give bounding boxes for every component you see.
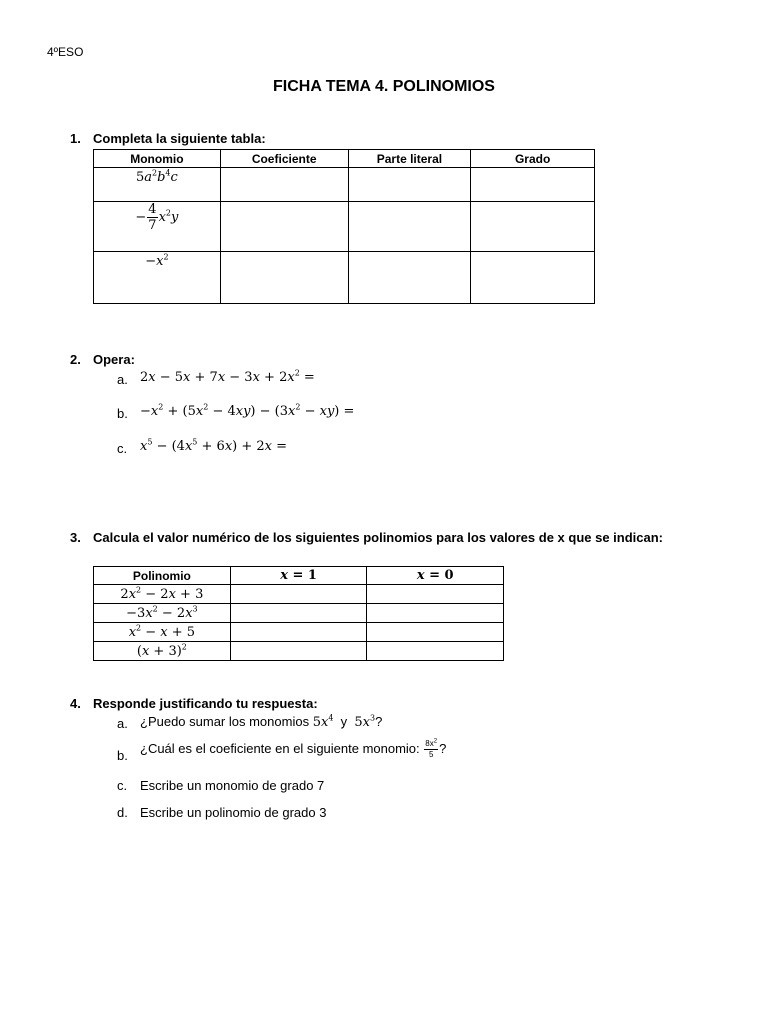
q2-item-a-letter: a. — [117, 372, 128, 387]
table-header-coeficiente: Coeficiente — [220, 150, 348, 168]
value-x1-answer-cell[interactable] — [230, 623, 367, 642]
grado-answer-cell[interactable] — [471, 168, 595, 202]
q3-number: 3. — [70, 530, 81, 545]
polynomial-cell: $-3x^2 - 2x^3$ — [94, 604, 231, 623]
table-row — [94, 168, 595, 202]
q2-item-b-letter: b. — [117, 406, 128, 421]
value-x0-answer-cell[interactable] — [367, 604, 504, 623]
monomial-neg-4-7-x2y: − $\frac{4}{7}$ $x^2y$ — [135, 202, 179, 233]
table-header-parte-literal: Parte literal — [348, 150, 471, 168]
value-x1-answer-cell[interactable] — [230, 604, 367, 623]
coeficiente-answer-cell[interactable] — [220, 202, 348, 252]
polynomial-cell: $(x + 3)^2$ — [94, 642, 231, 661]
q4-item-d-text: Escribe un polinomio de grado 3 — [140, 805, 327, 820]
q3-text: Calcula el valor numérico de los siguientes polinomios para los valores de x que se indican: — [93, 530, 664, 545]
coeficiente-answer-cell[interactable] — [220, 252, 348, 304]
q1-text: Completa la siguiente tabla: — [93, 131, 266, 146]
table-header-x-equals-1: x = 1 — [230, 567, 367, 585]
q4-item-a-conjunction: y — [340, 714, 348, 729]
monomial-neg-x2: $-x^2$ — [145, 252, 169, 269]
value-x0-answer-cell[interactable] — [367, 585, 504, 604]
q4-item-a-end: ? — [375, 714, 383, 729]
q1-number: 1. — [70, 131, 81, 146]
q4-item-b-text: ¿Cuál es el coeficiente en el siguiente monomio: — [140, 740, 420, 756]
q4-item-a-letter: a. — [117, 716, 128, 731]
q2-item-c-expression: $x^5 - (4x^5 + 6x) + 2x$ = — [140, 437, 288, 454]
table-row — [94, 202, 595, 252]
page-title: FICHA TEMA 4. POLINOMIOS — [273, 78, 495, 95]
monomial-table — [93, 149, 595, 304]
q4-number: 4. — [70, 696, 81, 711]
numeric-value-table — [93, 566, 504, 661]
value-x0-answer-cell[interactable] — [367, 623, 504, 642]
q4-item-b — [140, 740, 446, 759]
q2-item-b-expression: $-x^2 + (5x^2 - 4xy) - (3x^2 - xy)$ = — [140, 402, 355, 419]
monomial-cell — [94, 168, 221, 202]
monomial-5x4: $5x^4$ — [312, 713, 334, 730]
table-header-polinomio: Polinomio — [94, 567, 231, 585]
q4-item-b-letter: b. — [117, 748, 128, 763]
table-row — [94, 252, 595, 304]
polynomial-cell: $x^2 - x + 5$ — [94, 623, 231, 642]
grado-answer-cell[interactable] — [471, 202, 595, 252]
table-row — [94, 642, 504, 661]
q4-text: Responde justificando tu respuesta: — [93, 696, 318, 711]
q2-number: 2. — [70, 352, 81, 367]
table-header-grado: Grado — [471, 150, 595, 168]
polynomial-cell: $2x^2 - 2x + 3$ — [94, 585, 231, 604]
q4-item-a-text: ¿Puedo sumar los monomios — [140, 714, 310, 729]
monomial-cell — [94, 202, 221, 252]
table-row — [94, 623, 504, 642]
q4-item-a — [140, 714, 382, 730]
monomial-5a2b4c: $5a^2b^4c$ — [135, 168, 178, 185]
course-label: 4ºESO — [47, 45, 84, 59]
parte-literal-answer-cell[interactable] — [348, 168, 471, 202]
monomial-8x2-over-5: $\frac{8x^2}{5}$ — [425, 738, 438, 759]
q4-item-b-end: ? — [439, 740, 447, 756]
value-x1-answer-cell[interactable] — [230, 585, 367, 604]
parte-literal-answer-cell[interactable] — [348, 252, 471, 304]
table-row — [94, 585, 504, 604]
table-header-monomio: Monomio — [94, 150, 221, 168]
monomial-5x3: $5x^3$ — [354, 713, 376, 730]
q4-item-c-text: Escribe un monomio de grado 7 — [140, 778, 325, 793]
q2-item-a-expression: $2x - 5x + 7x - 3x + 2x^2$ = — [140, 368, 315, 385]
parte-literal-answer-cell[interactable] — [348, 202, 471, 252]
q4-item-d-letter: d. — [117, 805, 128, 820]
table-header-x-equals-0: x = 0 — [367, 567, 504, 585]
grado-answer-cell[interactable] — [471, 252, 595, 304]
monomial-cell — [94, 252, 221, 304]
value-x0-answer-cell[interactable] — [367, 642, 504, 661]
value-x1-answer-cell[interactable] — [230, 642, 367, 661]
coeficiente-answer-cell[interactable] — [220, 168, 348, 202]
q4-item-c-letter: c. — [117, 778, 128, 793]
q2-item-c-letter: c. — [117, 441, 128, 456]
q2-text: Opera: — [93, 352, 135, 367]
table-row — [94, 604, 504, 623]
